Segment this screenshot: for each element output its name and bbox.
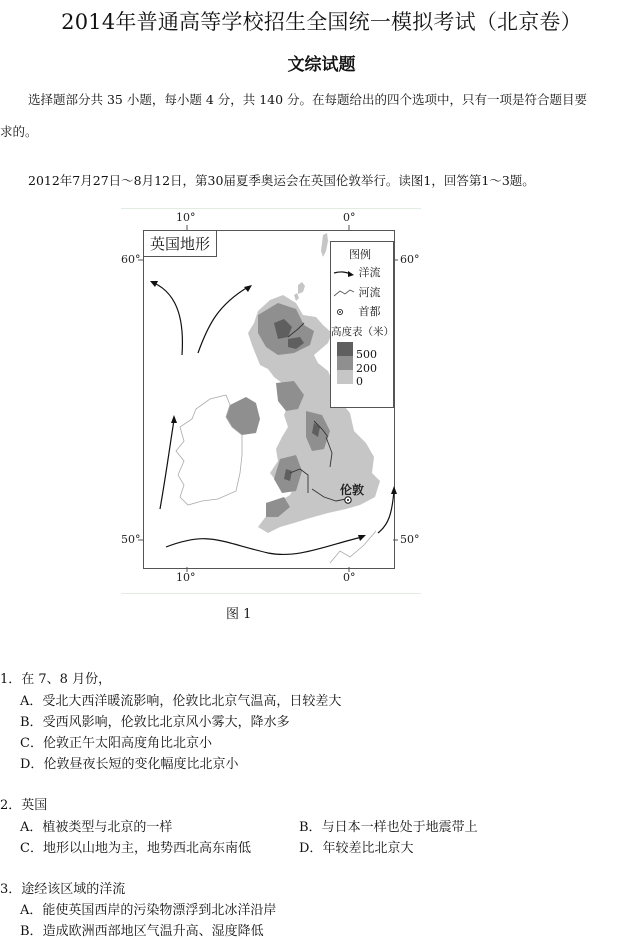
question-2-option-b[interactable]: B．与日本一样也处于地震带上 xyxy=(299,820,478,835)
latitude-label-right-50: 50° xyxy=(400,533,420,546)
elevation-swatch-high xyxy=(337,342,353,356)
instructions-line-2: 求的。 xyxy=(0,124,38,139)
map-legend xyxy=(330,241,394,408)
longitude-label-top-10: 10° xyxy=(176,211,196,224)
map-title: 英国地形 xyxy=(144,231,217,257)
northern-isles xyxy=(294,233,328,301)
france-coastline xyxy=(330,531,376,563)
question-2-option-c[interactable]: C．地形以山地为主，地势西北高东南低 xyxy=(20,841,251,856)
question-1-stem: 1．在 7、8 月份， xyxy=(0,672,112,687)
elevation-label-500: 500 xyxy=(356,348,377,361)
longitude-label-bottom-10: 10° xyxy=(176,571,196,584)
instructions-line-1: 选择题部分共 35 小题，每小题 4 分，共 140 分。在每题给出的四个选项中，只有一项是符合题目要 xyxy=(28,92,588,107)
question-2-option-a[interactable]: A．植被类型与北京的一样 xyxy=(20,820,173,835)
question-1-option-b[interactable]: B．受西风影响，伦敦比北京风小雾大，降水多 xyxy=(20,715,290,730)
question-2-stem: 2．英国 xyxy=(0,798,48,813)
figure-bottom-separator xyxy=(121,593,421,594)
figure-caption: 图 1 xyxy=(226,607,252,622)
elevation-label-0: 0 xyxy=(356,375,363,388)
legend-elevation-title: 高度表（米） xyxy=(331,326,394,338)
capital-dot-icon xyxy=(333,307,355,317)
latitude-label-right-60: 60° xyxy=(400,253,420,266)
elevation-swatch-low xyxy=(337,370,353,384)
london-label: 伦敦 xyxy=(340,483,365,497)
exam-subtitle: 文综试题 xyxy=(287,55,356,75)
river-line-icon xyxy=(333,288,355,298)
ocean-current-arrow-icon xyxy=(333,268,355,278)
longitude-label-bottom-0: 0° xyxy=(343,571,356,584)
question-3-option-a[interactable]: A．能使英国西岸的污染物漂浮到北冰洋沿岸 xyxy=(20,903,277,918)
question-3-option-b[interactable]: B．造成欧洲西部地区气温升高、湿度降低 xyxy=(20,924,264,939)
legend-item-river: 河流 xyxy=(333,284,381,300)
question-1-option-d[interactable]: D．伦敦昼夜长短的变化幅度比北京小 xyxy=(20,757,239,772)
question-1-option-c[interactable]: C．伦敦正午太阳高度角比北京小 xyxy=(20,736,212,751)
latitude-label-left-50: 50° xyxy=(121,533,141,546)
elevation-label-200: 200 xyxy=(356,362,377,375)
question-1-option-a[interactable]: A．受北大西洋暖流影响，伦敦比北京气温高，日较差大 xyxy=(20,694,342,709)
northern-ireland xyxy=(226,397,260,435)
question-2-option-d[interactable]: D．年较差比北京大 xyxy=(299,841,414,856)
question-context: 2012年7月27日～8月12日，第30届夏季奥运会在英国伦敦举行。读图1，回答第1～3题。 xyxy=(28,173,535,188)
legend-item-capital: 首都 xyxy=(333,303,381,319)
elevation-swatch-mid xyxy=(337,356,353,370)
exam-title: 2014年普通高等学校招生全国统一模拟考试（北京卷） xyxy=(61,10,582,34)
legend-item-ocean-current: 洋流 xyxy=(333,264,381,280)
latitude-label-left-60: 60° xyxy=(121,253,141,266)
figure-uk-terrain-map xyxy=(118,205,424,625)
question-3-stem: 3．途经该区域的洋流 xyxy=(0,882,126,897)
longitude-label-top-0: 0° xyxy=(343,211,356,224)
legend-title: 图例 xyxy=(349,248,371,261)
